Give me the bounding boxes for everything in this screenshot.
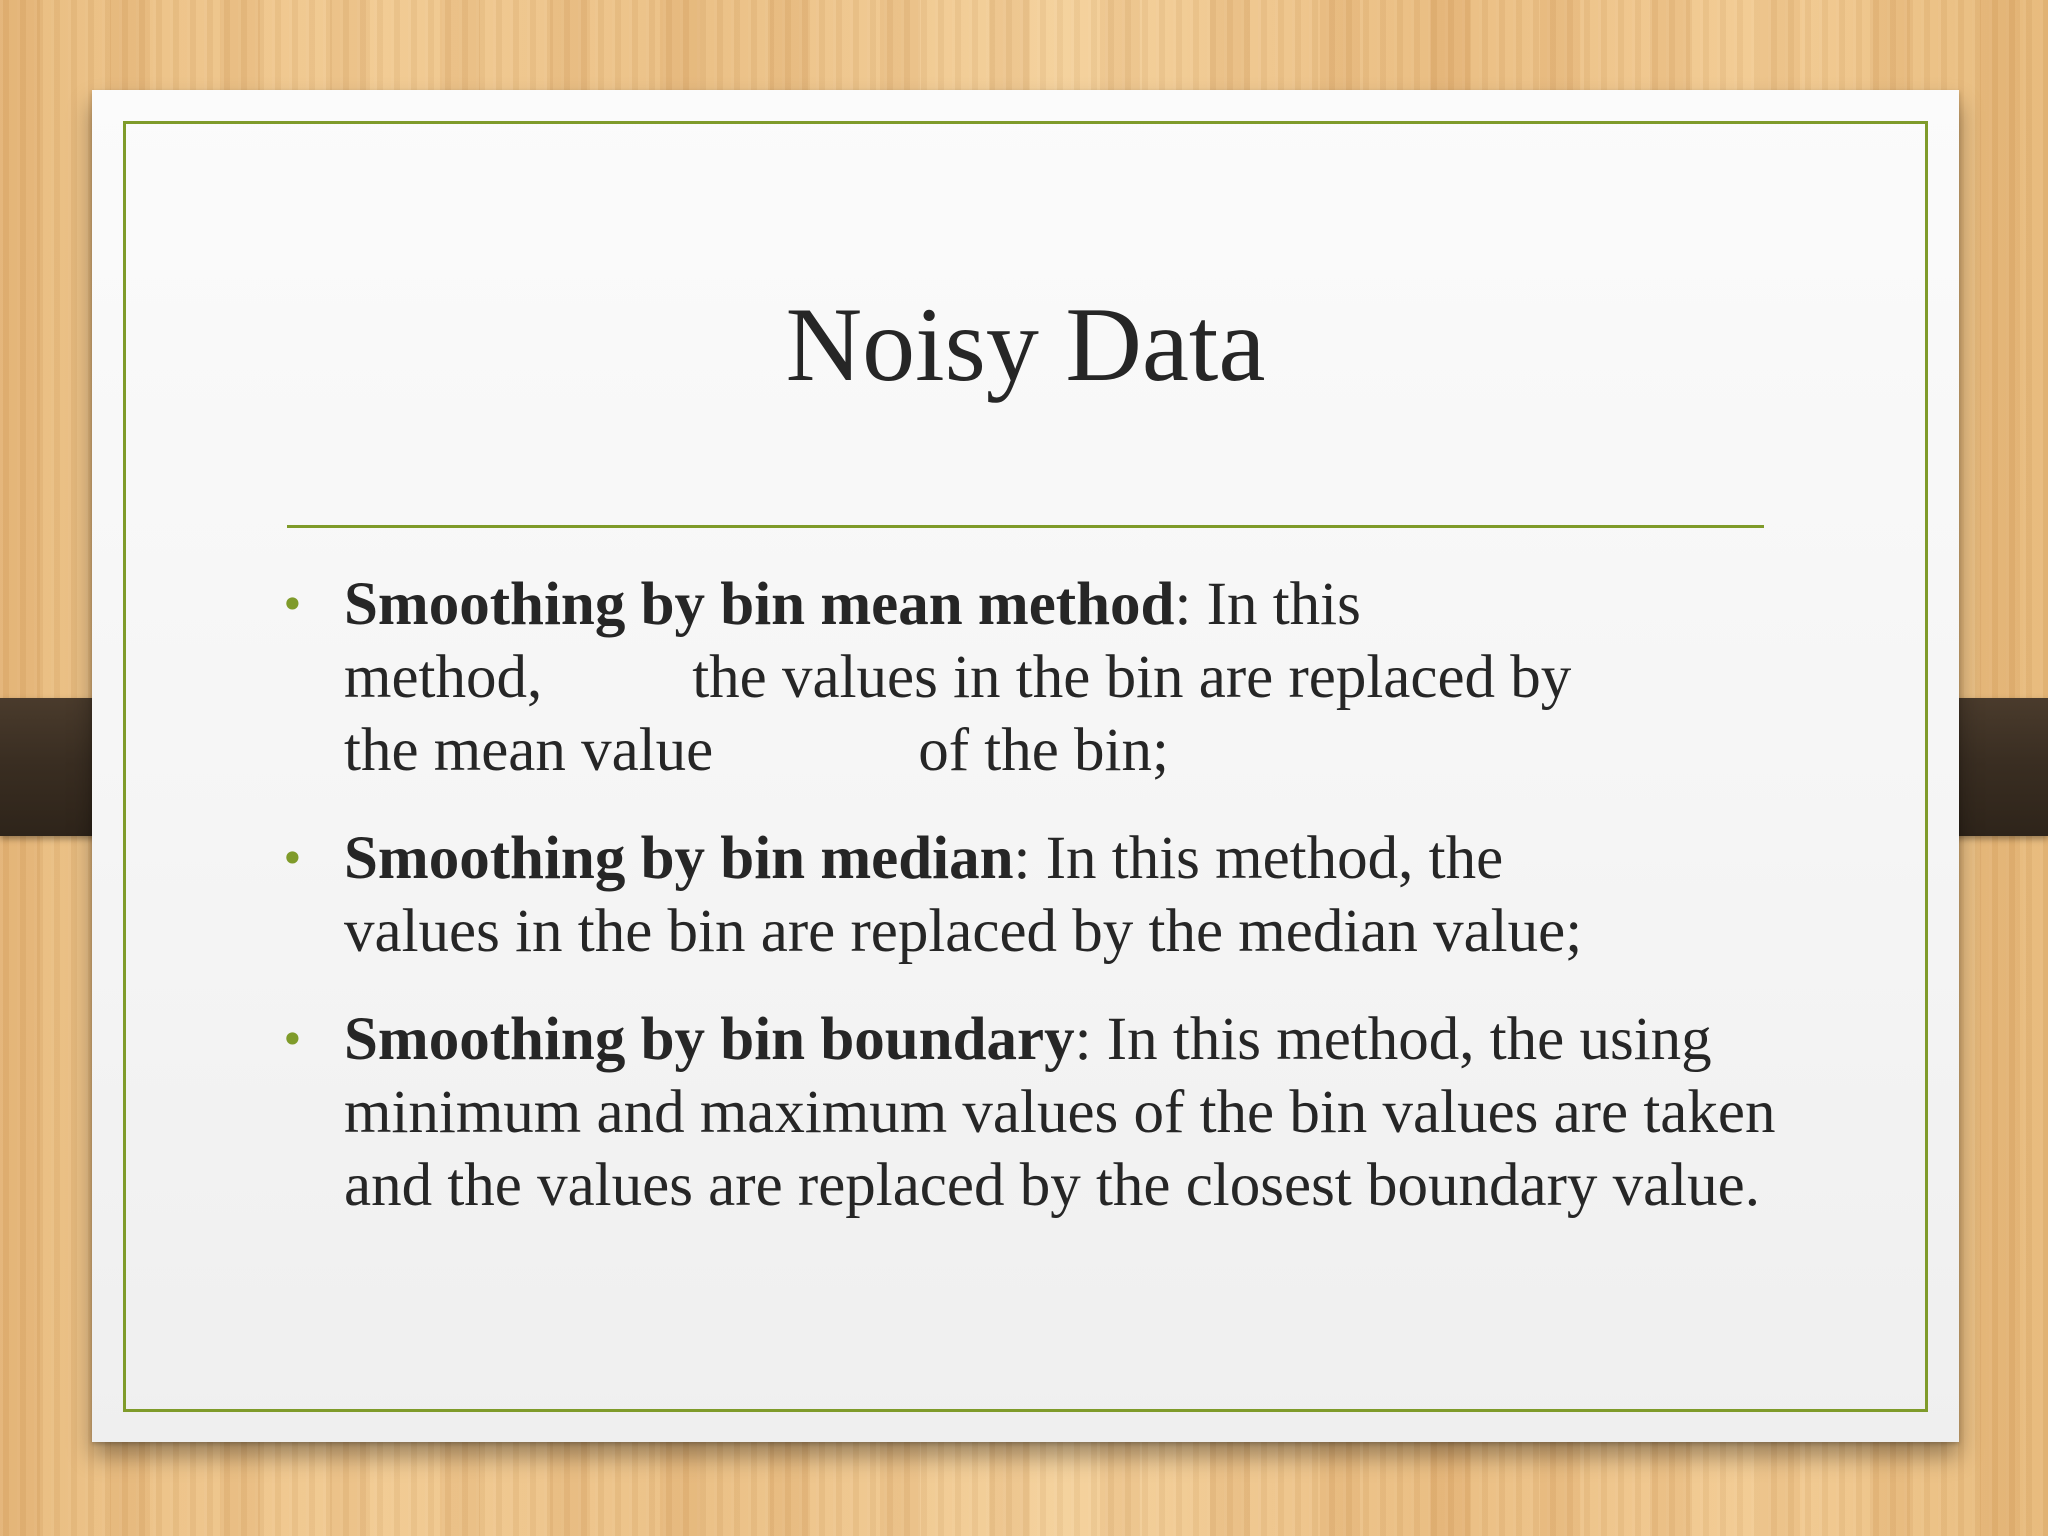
bullet-dot-icon: •	[280, 580, 305, 629]
line2-start: method,	[344, 644, 543, 711]
line1-rest: In this	[1206, 571, 1361, 638]
list-item-bin-boundary	[278, 1003, 1794, 1222]
line2-end: the values in the bin are replaced by	[692, 644, 1572, 711]
bullet-list	[278, 568, 1823, 1257]
line3-end: of the bin;	[918, 717, 1169, 784]
list-item-bin-mean	[278, 568, 1714, 787]
title-divider	[287, 525, 1764, 528]
bullet-dot-icon: •	[280, 834, 305, 883]
bullet-dot-icon: •	[280, 1015, 305, 1064]
term-bin-median: Smoothing by bin median	[344, 825, 1014, 892]
term-bin-mean: Smoothing by bin mean method	[344, 571, 1175, 638]
line3-start: the mean value	[344, 717, 714, 784]
item-text: : In this method, the values in the bin are replaced by the median value;	[344, 825, 1583, 965]
item-text: : In this method, the using minimum and maximum values of the bin values are taken and the values are replaced by the closest boundary value.	[344, 1006, 1776, 1219]
slide	[92, 90, 1959, 1442]
term-bin-boundary: Smoothing by bin boundary	[344, 1006, 1075, 1073]
slide-title: Noisy Data	[785, 286, 1266, 403]
separator: :	[1174, 571, 1207, 638]
list-item-bin-median	[278, 822, 1664, 968]
